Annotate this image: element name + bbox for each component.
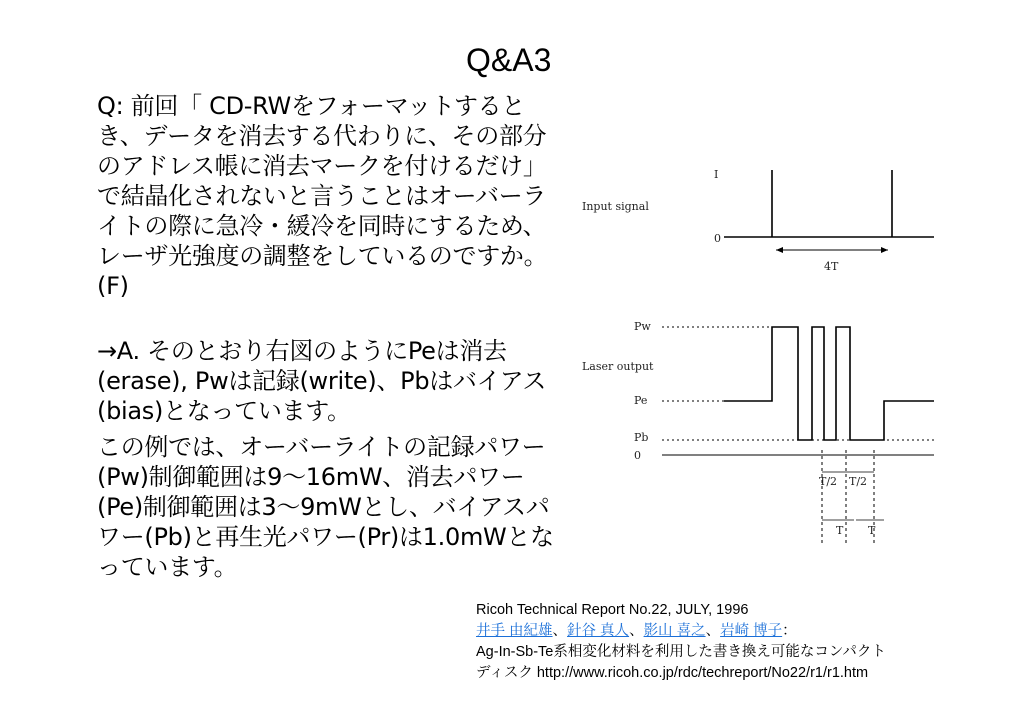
t-label-1: T bbox=[836, 524, 844, 537]
period-label: 4T bbox=[824, 260, 839, 273]
t-half-label-1: T/2 bbox=[819, 475, 838, 488]
citation-source: Ricoh Technical Report No.22, JULY, 1996 bbox=[476, 602, 749, 618]
answer-text: →A. そのとおり右図のようにPeは消去(erase), Pwは記録(write)、Pbはバイアス(bias)となっています。 bbox=[97, 337, 547, 425]
input-signal-waveform bbox=[724, 170, 934, 237]
citation-url: ディスク http://www.ricoh.co.jp/rdc/techreport/No22/r1/r1.htm bbox=[476, 665, 869, 681]
t-half-label-2: T/2 bbox=[849, 475, 868, 488]
input-low-label: 0 bbox=[714, 232, 721, 245]
pb-label: Pb bbox=[634, 431, 649, 444]
detail-text: この例では、オーバーライトの記録パワー(Pw)制御範囲は9～16mW、消去パワー(Pe)制御範囲は3～9mWとし、バイアスパワー(Pb)と再生光パワー(Pr)は1.0mWとなっています。 bbox=[97, 433, 554, 581]
author-link-3[interactable]: 影山 喜之 bbox=[643, 623, 706, 639]
laser-output-label: Laser output bbox=[582, 360, 654, 373]
pe-label: Pe bbox=[634, 394, 648, 407]
t-label-2: T bbox=[868, 524, 876, 537]
period-arrow-head-right bbox=[881, 247, 888, 253]
author-link-2[interactable]: 針谷 真人 bbox=[567, 623, 630, 639]
laser-output-waveform bbox=[724, 327, 934, 440]
slide-title: Q&A3 bbox=[466, 42, 552, 78]
author-link-1[interactable]: 井手 由紀雄 bbox=[476, 623, 553, 639]
input-high-label: I bbox=[714, 168, 719, 181]
citation bbox=[476, 600, 886, 684]
period-arrow-head-left bbox=[776, 247, 783, 253]
zero-label: 0 bbox=[634, 449, 641, 462]
input-signal-label: Input signal bbox=[582, 200, 649, 213]
pw-label: Pw bbox=[634, 320, 651, 333]
citation-authors: 井手 由紀雄、針谷 真人、影山 喜之、岩崎 博子： bbox=[476, 623, 797, 639]
question-text: Q: 前回「 CD-RWをフォーマットするとき、データを消去する代わりに、その部分のアドレス帳に消去マークを付けるだけ」で結晶化されないと言うことはオーバーライトの際に急冷・緩冷を同時にするため、レーザ光強度の調整をしているのですか。(F) bbox=[97, 92, 548, 300]
author-link-4[interactable]: 岩崎 博子 bbox=[720, 623, 783, 639]
laser-pulse-diagram bbox=[574, 160, 944, 560]
citation-paper-title: Ag-In-Sb-Te系相変化材料を利用した書き換え可能なコンパクト bbox=[476, 644, 886, 660]
